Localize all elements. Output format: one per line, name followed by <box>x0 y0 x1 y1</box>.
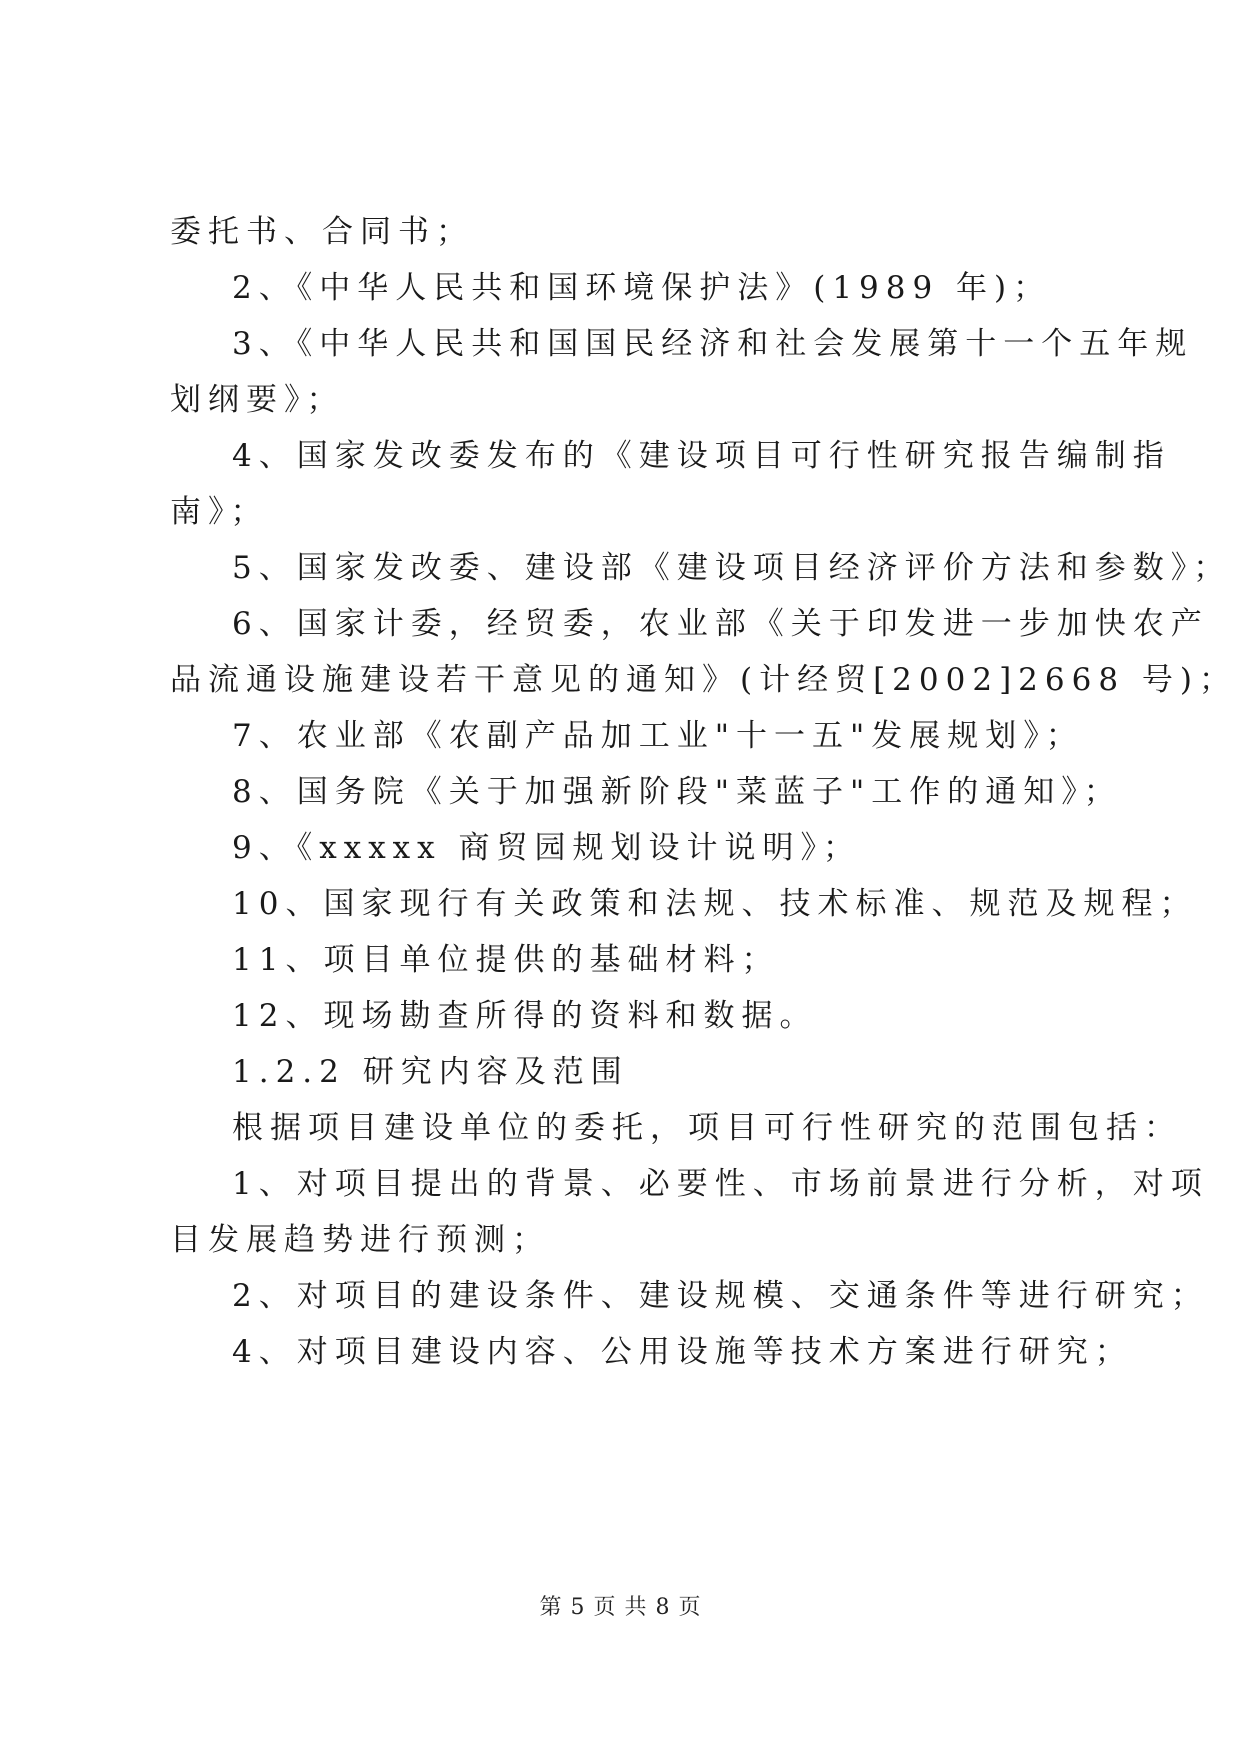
section-heading: 1.2.2 研究内容及范围 <box>232 1054 629 1090</box>
text-line: 品流通设施建设若干意见的通知》(计经贸[2002]2668 号)； <box>170 662 1238 698</box>
text-line: 1、对项目提出的背景、必要性、市场前景进行分析，对项 <box>232 1166 1209 1202</box>
page-number-footer: 第 5 页 共 8 页 <box>539 1595 702 1620</box>
text-line: 6、国家计委，经贸委，农业部《关于印发进一步加快农产 <box>232 606 1209 642</box>
text-line: 8、国务院《关于加强新阶段"菜蓝子"工作的通知》； <box>232 774 1122 810</box>
text-line: 3、《中华人民共和国国民经济和社会发展第十一个五年规 <box>232 326 1194 362</box>
text-line: 2、对项目的建设条件、建设规模、交通条件等进行研究； <box>232 1278 1209 1314</box>
text-line: 南》； <box>170 494 269 530</box>
text-line: 根据项目建设单位的委托，项目可行性研究的范围包括： <box>232 1110 1182 1146</box>
text-line: 4、国家发改委发布的《建设项目可行性研究报告编制指 <box>232 438 1171 474</box>
text-line: 2、《中华人民共和国环境保护法》(1989 年)； <box>232 270 1052 306</box>
text-line: 10、国家现行有关政策和法规、技术标准、规范及规程； <box>232 886 1198 922</box>
text-line: 目发展趋势进行预测； <box>170 1222 550 1258</box>
text-line: 12、现场勘查所得的资料和数据。 <box>232 998 818 1034</box>
text-line: 划纲要》； <box>170 382 345 418</box>
text-line: 4、对项目建设内容、公用设施等技术方案进行研究； <box>232 1334 1133 1370</box>
text-line: 9、《xxxxx 商贸园规划设计说明》； <box>232 830 861 866</box>
text-line: 7、农业部《农副产品加工业"十一五"发展规划》； <box>232 718 1084 754</box>
text-line: 5、国家发改委、建设部《建设项目经济评价方法和参数》； <box>232 550 1232 586</box>
text-line: 委托书、合同书； <box>170 214 474 250</box>
text-line: 11、项目单位提供的基础材料； <box>232 942 780 978</box>
